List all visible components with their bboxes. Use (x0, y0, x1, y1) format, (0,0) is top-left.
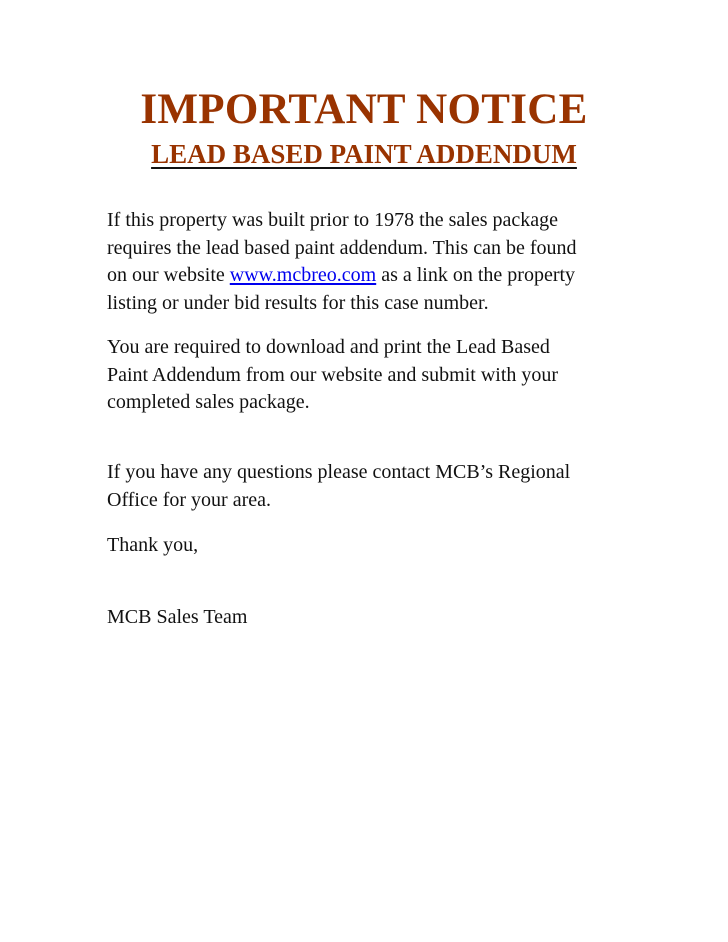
notice-title: IMPORTANT NOTICE (140, 86, 588, 133)
notice-subtitle (0, 138, 728, 170)
closing-text: Thank you, (107, 534, 199, 556)
paragraph1-line3-before: on our website (107, 264, 230, 286)
paragraph-contact (107, 459, 627, 514)
paragraph1-line3-after: as a link on the property (376, 264, 576, 286)
paragraph1-line1: If this property was built prior to 1978 the sales package (107, 209, 558, 231)
paragraph1-line4: listing or under bid results for this case number. (107, 291, 489, 314)
paragraph-download-instructions (107, 334, 627, 417)
signature-text: MCB Sales Team (107, 606, 248, 628)
website-link[interactable]: www.mcbreo.com (229, 264, 377, 286)
paragraph2-line2: Paint Addendum from our website and submit with your (107, 363, 559, 386)
notice-subtitle-text: LEAD BASED PAINT ADDENDUM (151, 139, 577, 169)
paragraph1-line3 (107, 262, 627, 290)
paragraph3-line2: Office for your area. (107, 488, 271, 511)
paragraph3-line1: If you have any questions please contact MCB’s Regional (107, 461, 571, 483)
paragraph2-line3: completed sales package. (107, 391, 310, 413)
paragraph1-line2: requires the lead based paint addendum. This can be found (107, 236, 577, 259)
paragraph-lead-paint-requirement (107, 207, 627, 317)
paragraph2-line1: You are required to download and print the Lead Based (107, 336, 550, 358)
